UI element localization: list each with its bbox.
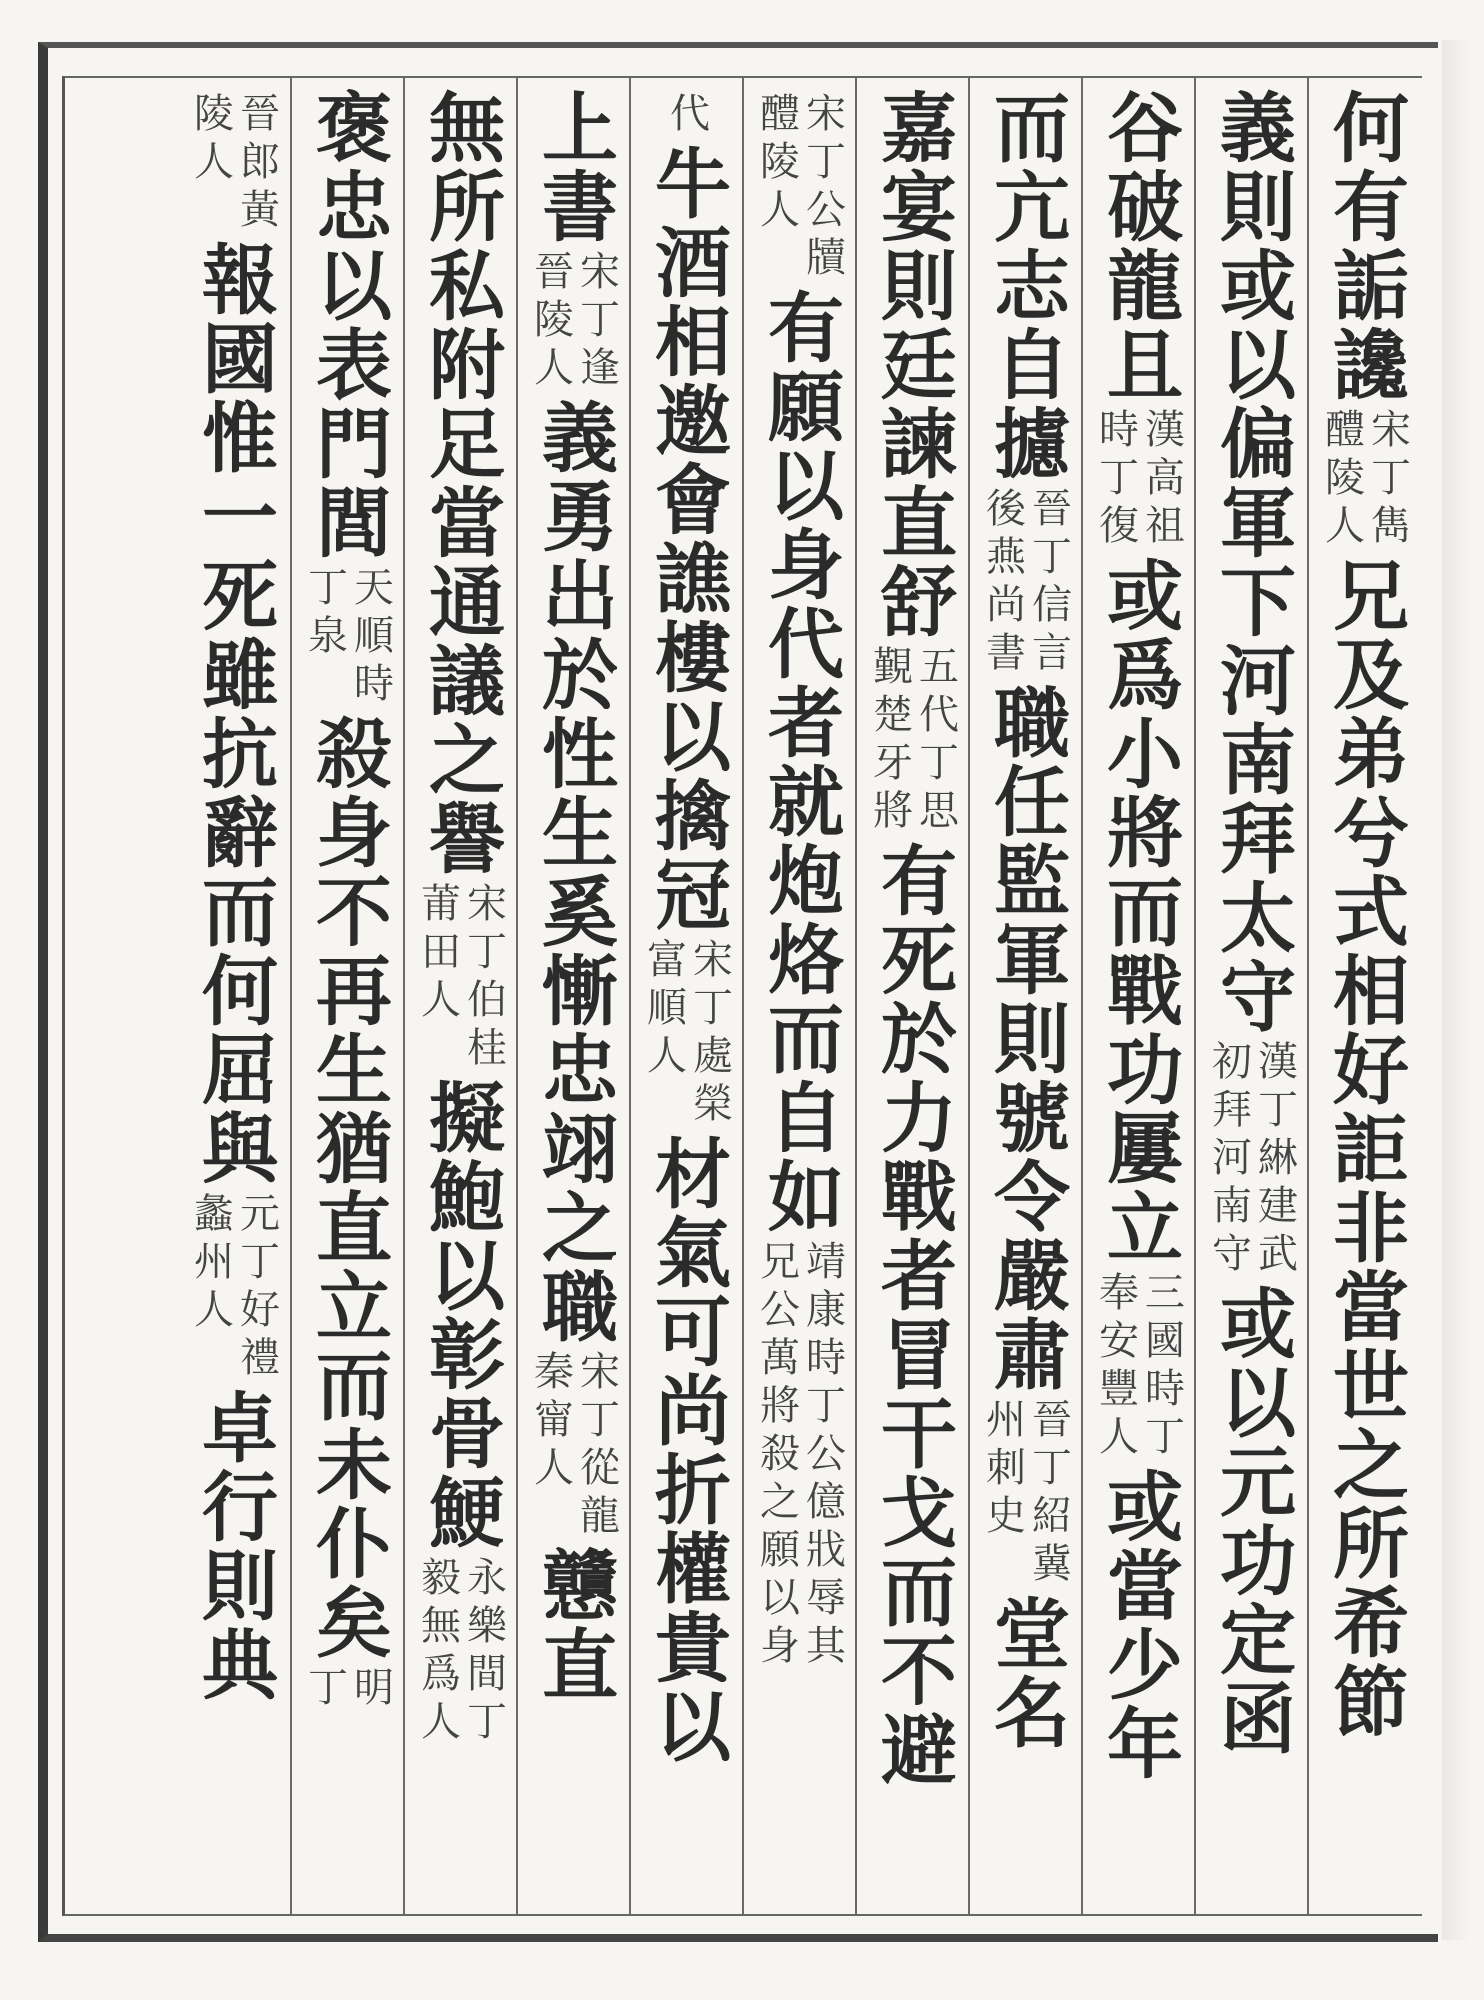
annotation-line: 元丁好禮 xyxy=(233,1192,280,1384)
main-text: 義則或以偏軍下河南拜太守 xyxy=(1207,88,1297,1036)
annotation-line: 三國時丁 xyxy=(1138,1271,1185,1463)
annotation-line: 秦甯人 xyxy=(527,1350,574,1494)
main-text: 職任監軍則號令嚴肅 xyxy=(981,683,1071,1394)
annotation-line: 明 xyxy=(347,1666,394,1714)
annotation-line: 醴陵人 xyxy=(753,92,800,236)
main-text: 何有詬讒 xyxy=(1320,88,1410,404)
annotation-note xyxy=(640,938,733,1130)
annotation-line: 宋丁公牘 xyxy=(799,92,846,284)
main-text: 褒忠以表門閭 xyxy=(303,88,393,562)
main-text: 堂名 xyxy=(981,1594,1071,1752)
annotation-line: 晉陵人 xyxy=(527,250,574,394)
main-text: 或當少年 xyxy=(1094,1467,1184,1783)
annotation-line: 時丁復 xyxy=(1092,408,1139,552)
annotation-line: 靖康時丁公億戕辱其 xyxy=(799,1240,846,1672)
annotation-note xyxy=(663,92,710,140)
main-text: 而亢志自攄 xyxy=(981,88,1071,483)
main-text: 擬鮑以彰骨鯁 xyxy=(416,1078,506,1552)
annotation-line: 丁泉 xyxy=(301,566,348,662)
annotation-note xyxy=(979,487,1072,679)
text-column xyxy=(855,78,968,1914)
annotation-note xyxy=(301,566,394,710)
annotation-line: 初拜河南守 xyxy=(1205,1040,1252,1280)
annotation-line: 毅無爲人 xyxy=(414,1556,461,1748)
annotation-line: 漢高祖 xyxy=(1138,408,1185,552)
annotation-line: 蠡州人 xyxy=(187,1192,234,1336)
main-text: 嘉宴則廷諫直舒 xyxy=(868,88,958,641)
annotation-note xyxy=(753,92,846,284)
text-column xyxy=(968,78,1081,1914)
annotation-line: 宋丁逢 xyxy=(573,250,620,394)
main-text: 牛酒相邀會譙樓以擒冠 xyxy=(642,144,732,934)
main-text: 谷破龍且 xyxy=(1094,88,1184,404)
main-text: 兄及弟兮式相好詎非當世之所希節 xyxy=(1320,556,1410,1741)
main-text: 有願以身代者就炮烙而自如 xyxy=(755,288,845,1236)
annotation-note xyxy=(527,1350,620,1542)
annotation-line: 覲楚牙將 xyxy=(866,645,913,837)
annotation-line: 宋丁伯桂 xyxy=(460,882,507,1074)
main-text: 材氣可尚折權貴以 xyxy=(642,1134,732,1766)
main-text: 義勇出於性生奚慚忠翊之職 xyxy=(529,398,619,1346)
text-column xyxy=(629,78,742,1914)
annotation-note xyxy=(1092,1271,1185,1463)
main-text: 或以元功定函 xyxy=(1207,1284,1297,1758)
annotation-note xyxy=(187,1192,280,1384)
page-edge xyxy=(1442,40,1472,1940)
main-text: 上書 xyxy=(529,88,619,246)
annotation-note xyxy=(414,1556,507,1748)
annotation-line: 宋丁從龍 xyxy=(573,1350,620,1542)
text-column xyxy=(742,78,855,1914)
text-column xyxy=(1307,78,1420,1914)
annotation-line: 代 xyxy=(663,92,710,140)
annotation-note xyxy=(1318,408,1411,552)
annotation-line: 宋丁雋 xyxy=(1364,408,1411,552)
annotation-line: 丁 xyxy=(301,1666,348,1714)
annotation-line: 晉郎黃 xyxy=(233,92,280,236)
text-columns xyxy=(64,78,1420,1914)
annotation-line: 富順人 xyxy=(640,938,687,1082)
main-text: 無所私附足當通議之譽 xyxy=(416,88,506,878)
annotation-line: 宋丁處榮 xyxy=(686,938,733,1130)
text-column xyxy=(1081,78,1194,1914)
text-column xyxy=(177,78,290,1914)
annotation-line: 奉安豐人 xyxy=(1092,1271,1139,1463)
annotation-note xyxy=(301,1666,394,1714)
text-column xyxy=(516,78,629,1914)
annotation-note xyxy=(1092,408,1185,552)
annotation-note xyxy=(866,645,959,837)
annotation-note xyxy=(414,882,507,1074)
main-text: 或爲小將而戰功屢立 xyxy=(1094,556,1184,1267)
annotation-line: 陵人 xyxy=(187,92,234,188)
main-text: 報國惟一死雖抗辭而何屈與 xyxy=(189,240,279,1188)
text-column xyxy=(290,78,403,1914)
annotation-note xyxy=(753,1240,846,1672)
annotation-note xyxy=(187,92,280,236)
annotation-line: 五代丁思 xyxy=(912,645,959,837)
annotation-line: 漢丁綝建武 xyxy=(1251,1040,1298,1280)
main-text: 有死於力戰者冒干戈而不避 xyxy=(868,841,958,1789)
annotation-note xyxy=(527,250,620,394)
annotation-line: 兄公萬將殺之願以身 xyxy=(753,1240,800,1672)
annotation-line: 天順時 xyxy=(347,566,394,710)
main-text: 卓行則典 xyxy=(189,1388,279,1704)
main-text: 戇直 xyxy=(529,1546,619,1704)
annotation-line: 莆田人 xyxy=(414,882,461,1026)
main-text: 殺身不再生猶直立而未仆矣 xyxy=(303,714,393,1662)
annotation-line: 醴陵人 xyxy=(1318,408,1365,552)
annotation-note xyxy=(979,1398,1072,1590)
annotation-line: 後燕尚書 xyxy=(979,487,1026,679)
annotation-note xyxy=(1205,1040,1298,1280)
annotation-line: 永樂間丁 xyxy=(460,1556,507,1748)
annotation-line: 晉丁紹冀 xyxy=(1025,1398,1072,1590)
text-column xyxy=(1194,78,1307,1914)
annotation-line: 晉丁信言 xyxy=(1025,487,1072,679)
text-column xyxy=(403,78,516,1914)
annotation-line: 州刺史 xyxy=(979,1398,1026,1542)
